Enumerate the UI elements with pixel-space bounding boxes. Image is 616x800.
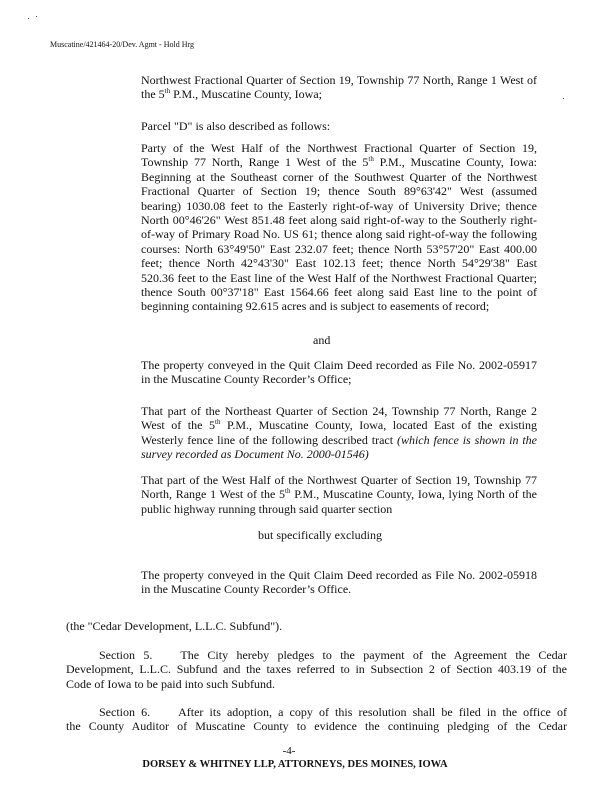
text-line: Fractional Quarter of Section 19; thence South 89°63'42" West (assumed: [141, 184, 537, 199]
text-line: feet; thence North 42°43'30" East 102.13 feet; thence North 54°29'38" East: [141, 256, 537, 271]
section-label: Section 6.: [99, 705, 151, 719]
text-line: beginning containing 92.615 acres and is subject to easements of record;: [141, 299, 490, 314]
legal-description-continued: [141, 73, 537, 102]
section-6-line: Section 6. After its adoption, a copy of this resolution shall be filed in the office of: [99, 705, 567, 719]
quit-claim-deed-05918: [141, 568, 537, 597]
text-line: The property conveyed in the Quit Claim Deed recorded as File No. 2002-05918: [141, 568, 537, 582]
text-line: 520.36 feet to the East line of the West Half of the Northwest Fractional Quarter;: [141, 270, 537, 285]
section-5-line: Code of Iowa to be paid into such Subfund.: [66, 676, 275, 691]
section-6-line: the County Auditor of Muscatine County to evidence the continuing pledging of the Cedar: [66, 719, 567, 734]
text-line: Northwest Fractional Quarter of Section 19, Township 77 North, Range 1 West of: [141, 73, 537, 87]
text-line: That part of the West Half of the Northwest Quarter of Section 19, Township 77: [141, 473, 537, 487]
scan-speck: [36, 16, 37, 17]
text-line: The property conveyed in the Quit Claim Deed recorded as File No. 2002-05917: [141, 358, 537, 372]
ordinal-superscript: th: [285, 487, 291, 496]
text-segment: P.M., Muscatine County, Iowa;: [170, 87, 323, 102]
text-segment: West of the 5: [141, 418, 216, 433]
text-line: [141, 433, 537, 447]
parcel-d-description: [141, 141, 537, 314]
text-segment: (which fence is shown in the: [396, 432, 538, 447]
text-line: courses: North 63°49'50" East 232.07 feet; thence North 53°57'20" East 400.00: [141, 241, 537, 256]
law-firm-footer: DORSEY & WHITNEY LLP, ATTORNEYS, DES MOINES, IOWA: [142, 759, 448, 770]
text-line: [141, 155, 537, 169]
text-segment: North, Range 1 West of the 5: [141, 487, 286, 502]
text-line: bearing) 1030.08 feet to the Easterly right-of-way of University Drive; thence: [141, 198, 537, 213]
text-line: That part of the Northeast Quarter of Section 24, Township 77 North, Range 2: [141, 404, 537, 418]
text-line: public highway running through said quarter section: [141, 501, 393, 516]
text-segment: Westerly fence line of the following described tract: [141, 432, 397, 447]
text-line: Parcel "D" is also described as follows:: [141, 119, 331, 133]
section-6-paragraph: [66, 705, 567, 734]
text-line: thence South 00°37'18" East 1564.66 feet along said East line to the point of: [141, 285, 537, 300]
page-number: -4-: [282, 745, 296, 757]
text-line: [141, 87, 537, 101]
northeast-quarter-section-24: [141, 404, 537, 462]
scan-speck: [28, 18, 29, 19]
text-line: [141, 418, 537, 432]
section-5-paragraph: [66, 648, 567, 691]
text-line: of-way of Primary Road No. US 61; thence along said right-of-way the following: [141, 227, 537, 242]
text-segment: Township 77 North, Range 1 West of the 5: [141, 155, 369, 170]
text-line: in the Muscatine County Recorder’s Office;: [141, 372, 352, 387]
section-5-line: Section 5. The City hereby pledges to the payment of the Agreement the Cedar: [99, 648, 568, 662]
text-segment: P.M., Muscatine County, Iowa, lying North of the: [290, 487, 537, 502]
text-line: North 00°46'26" West 851.48 feet along said right-of-way to the Southerly right-: [141, 213, 537, 228]
quit-claim-deed-05917: [141, 358, 537, 387]
west-half-section-19: [141, 473, 537, 516]
text-line: [141, 447, 537, 461]
excluding-connector: but specifically excluding: [258, 528, 382, 542]
ordinal-superscript: th: [368, 155, 374, 164]
ordinal-superscript: th: [164, 87, 171, 96]
text-line: Party of the West Half of the Northwest Fractional Quarter of Section 19,: [141, 141, 537, 155]
document-header: Muscatine/421464-20/Dev. Agmt - Hold Hrg: [50, 40, 194, 49]
subfund-definition: (the "Cedar Development, L.L.C. Subfund").: [66, 619, 283, 633]
scan-speck: [563, 98, 564, 99]
section-label: Section 5.: [99, 648, 153, 662]
text-segment: P.M., Muscatine County, Iowa:: [373, 155, 537, 170]
and-connector: and: [313, 333, 331, 347]
text-segment: the 5: [141, 87, 165, 102]
text-line: [141, 487, 537, 501]
ordinal-superscript: th: [215, 418, 221, 427]
text-segment: P.M., Muscatine County, Iowa, located East of the existing: [220, 418, 537, 433]
text-line: Beginning at the Southeast corner of the Southwest Quarter of the Northwest: [141, 169, 537, 184]
section-5-line: Development, L.L.C. Subfund and the taxes referred to in Subsection 2 of Section 403.19 of the: [66, 662, 567, 677]
parcel-d-heading: [141, 119, 537, 133]
text-line: in the Muscatine County Recorder’s Office.: [141, 582, 352, 597]
text-segment: survey recorded as Document No. 2000-01546): [141, 447, 369, 462]
